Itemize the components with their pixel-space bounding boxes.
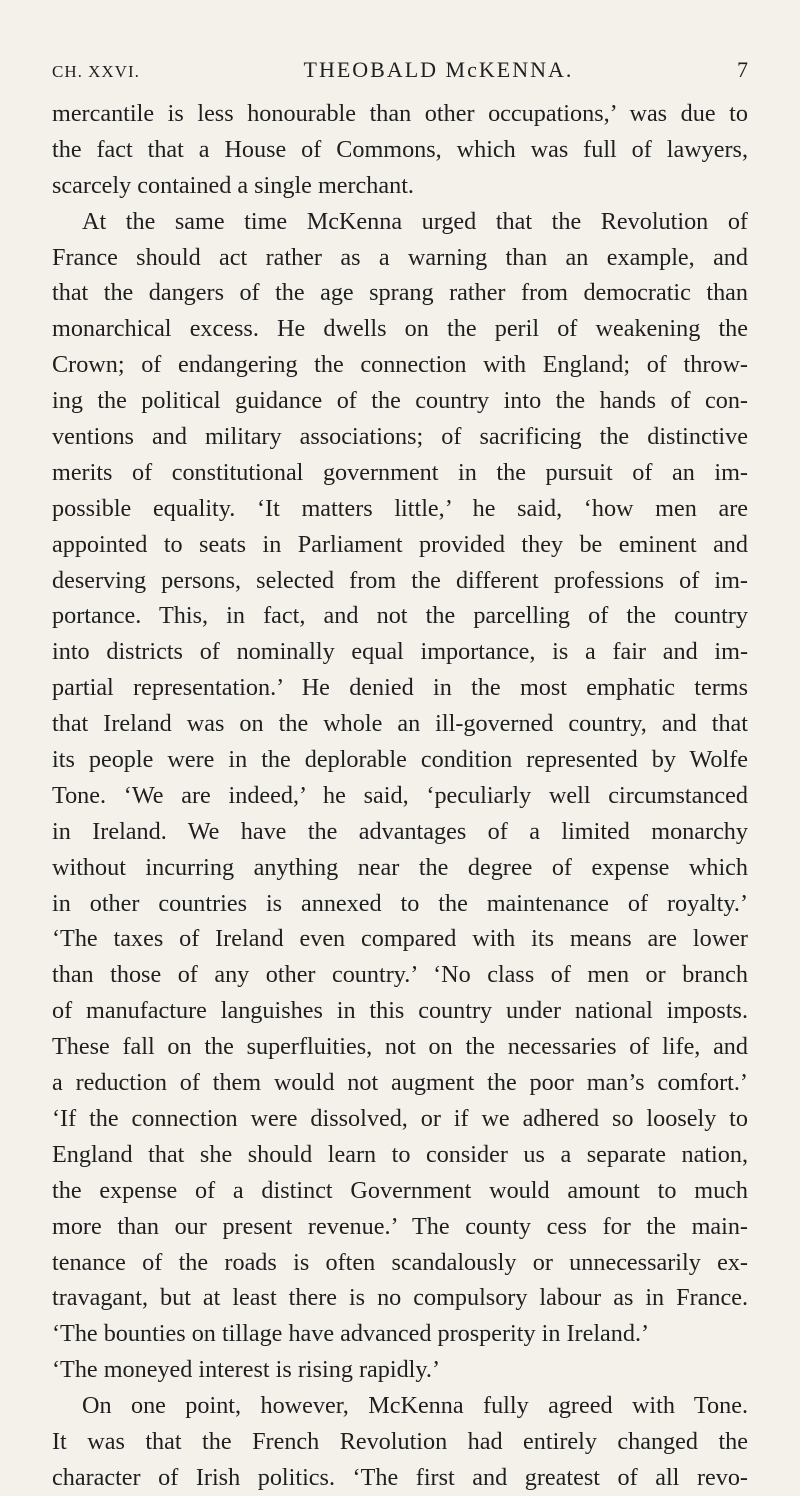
- text-line: in Ireland. We have the advantages of a limited monarchy: [52, 817, 748, 845]
- text-line: of manufacture languishes in this country under national imposts.: [52, 997, 748, 1025]
- chapter-number: CH. XXVI.: [52, 62, 140, 81]
- text-line: into districts of nominally equal importance, is a fair and im-: [52, 638, 748, 666]
- text-line: portance. This, in fact, and not the parcelling of the country: [52, 602, 748, 630]
- text-line: Tone. ‘We are indeed,’ he said, ‘peculiarly well circumstanced: [52, 781, 748, 809]
- text-line: These fall on the superfluities, not on the necessaries of life, and: [52, 1033, 748, 1061]
- text-line: ‘The taxes of Ireland even compared with its means are lower: [52, 925, 748, 953]
- text-line: the fact that a House of Commons, which was full of lawyers,: [52, 135, 748, 163]
- text-line: more than our present revenue.’ The county cess for the main-: [52, 1212, 748, 1240]
- text-line: its people were in the deplorable condition represented by Wolfe: [52, 746, 748, 774]
- text-line: scarcely contained a single merchant.: [52, 171, 414, 199]
- text-line: in other countries is annexed to the maintenance of royalty.’: [52, 889, 748, 917]
- text-line: On one point, however, McKenna fully agreed with Tone.: [82, 1392, 748, 1420]
- text-line: that Ireland was on the whole an ill-governed country, and that: [52, 710, 748, 738]
- text-line: travagant, but at least there is no compulsory labour as in France.: [52, 1284, 748, 1312]
- text-line: the expense of a distinct Government would amount to much: [52, 1176, 748, 1204]
- text-line: merits of constitutional government in the pursuit of an im-: [52, 458, 748, 486]
- text-line: possible equality. ‘It matters little,’ he said, ‘how men are: [52, 494, 748, 522]
- body-text: [52, 96, 748, 1496]
- text-line: It was that the French Revolution had entirely changed the: [52, 1427, 748, 1455]
- text-line: mercantile is less honourable than other occupations,’ was due to: [52, 100, 748, 127]
- text-line: ‘The bounties on tillage have advanced prosperity in Ireland.’: [52, 1320, 650, 1348]
- text-line: France should act rather as a warning than an example, and: [52, 243, 748, 271]
- text-line: ‘If the connection were dissolved, or if we adhered so loosely to: [52, 1104, 748, 1132]
- text-line: character of Irish politics. ‘The first and greatest of all revo-: [52, 1463, 748, 1491]
- text-line: without incurring anything near the degree of expense which: [52, 853, 748, 881]
- text-line: monarchical excess. He dwells on the peril of weakening the: [52, 315, 748, 343]
- text-line: At the same time McKenna urged that the Revolution of: [82, 207, 748, 235]
- text-line: partial representation.’ He denied in the most emphatic terms: [52, 674, 748, 702]
- text-line: than those of any other country.’ ‘No class of men or branch: [52, 961, 748, 989]
- text-line: a reduction of them would not augment the poor man’s comfort.’: [52, 1069, 748, 1097]
- text-line: ‘The moneyed interest is rising rapidly.’: [52, 1356, 441, 1384]
- text-line: deserving persons, selected from the different professions of im-: [52, 566, 748, 594]
- text-line: appointed to seats in Parliament provided they be eminent and: [52, 530, 748, 558]
- text-line: that the dangers of the age sprang rather from democratic than: [52, 279, 748, 307]
- text-line: Crown; of endangering the connection with England; of throw-: [52, 351, 748, 379]
- text-line: ing the political guidance of the country into the hands of con-: [52, 387, 748, 415]
- running-head: [52, 57, 748, 89]
- text-line: tenance of the roads is often scandalously or unnecessarily ex-: [52, 1248, 748, 1276]
- page-number: 7: [737, 57, 748, 82]
- text-line: ventions and military associations; of sacrificing the distinctive: [52, 423, 748, 451]
- running-title: THEOBALD McKENNA.: [303, 57, 574, 82]
- text-line: England that she should learn to consider us a separate nation,: [52, 1140, 748, 1168]
